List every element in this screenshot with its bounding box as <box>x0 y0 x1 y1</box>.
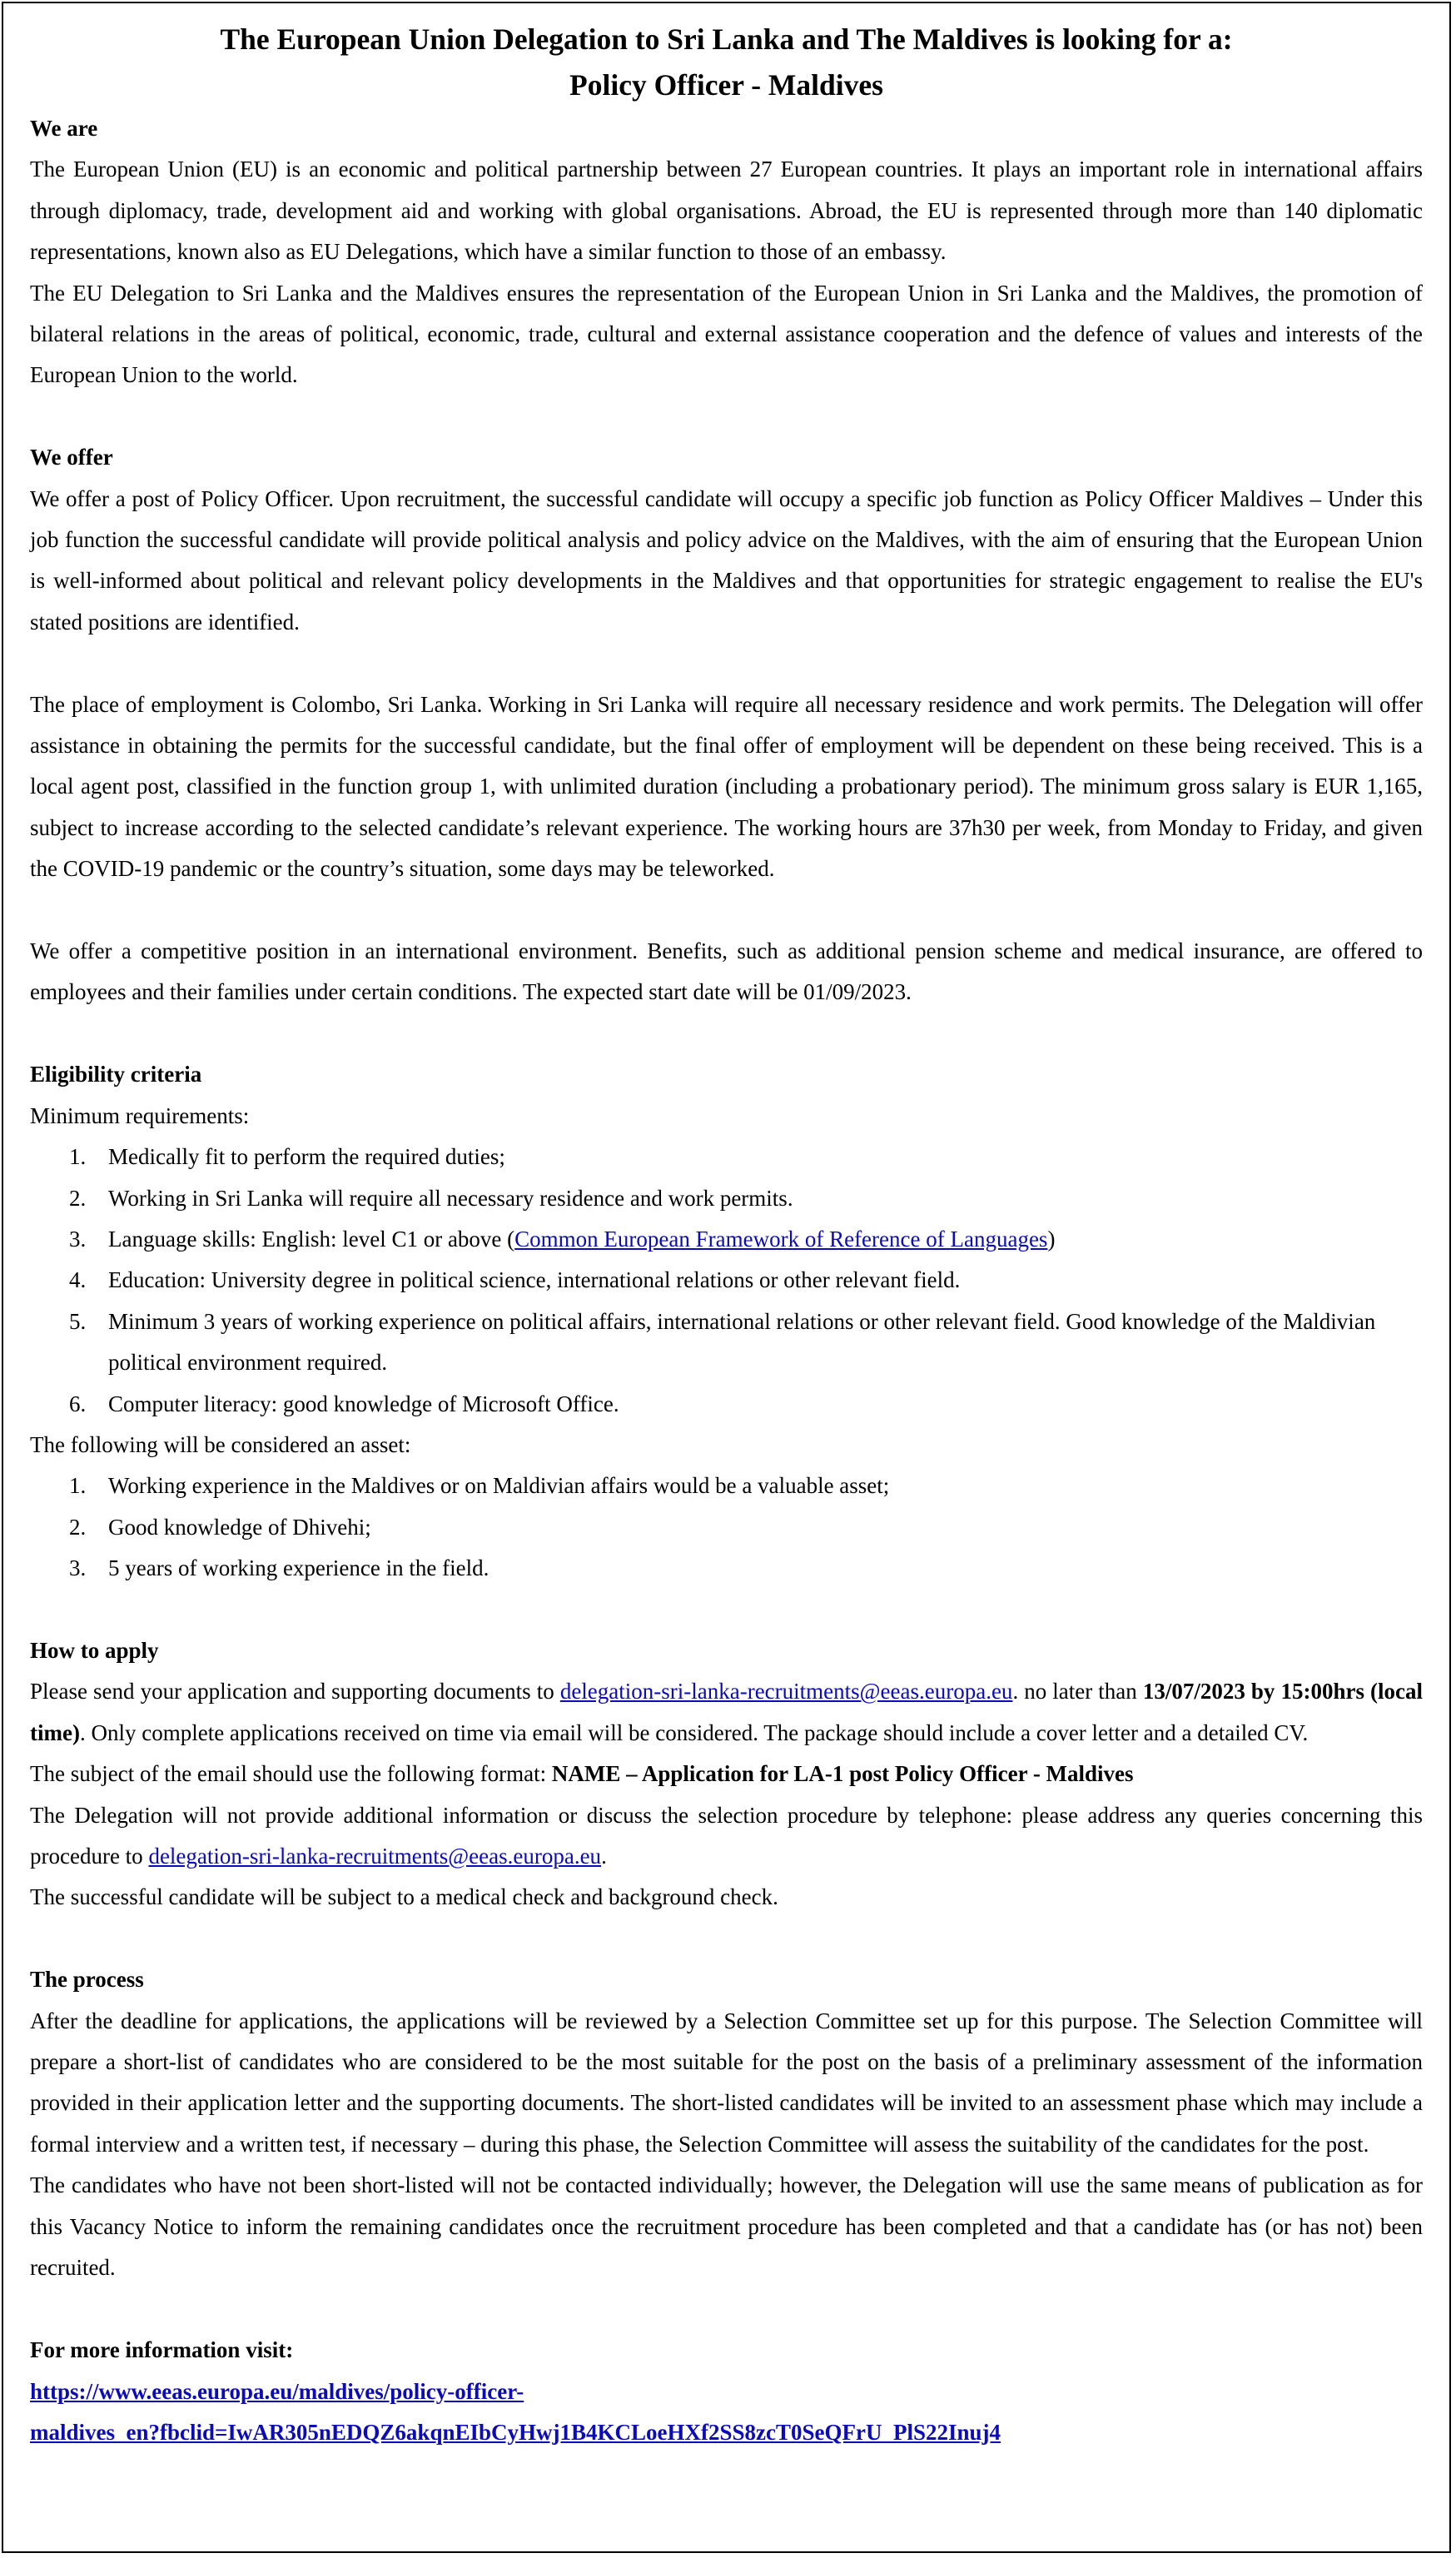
list-number: 4. <box>69 1267 87 1293</box>
page-title: The European Union Delegation to Sri Lanka and The Maldives is looking for a: <box>220 22 1233 56</box>
text: . Only complete applications received on time via email will be considered. The package should include a cover letter and a detailed CV. <box>79 1719 1309 1745</box>
list-item-text: Good knowledge of Dhivehi; <box>108 1514 371 1540</box>
vacancy-notice <box>2 2 1451 2553</box>
email-link[interactable]: delegation-sri-lanka-recruitments@eeas.europa.eu <box>559 1679 1013 1705</box>
we-offer-heading: We offer <box>30 445 113 470</box>
list-item <box>30 1260 1423 1301</box>
how-to-apply-paragraph-2 <box>30 1754 1423 1794</box>
text: The Delegation will not provide additional information or discuss the selection procedure by telephone: please address any queries concerning this procedure to <box>30 1802 1423 1869</box>
list-item-text: Computer literacy: good knowledge of Microsoft Office. <box>108 1391 619 1416</box>
more-info-link-line2[interactable]: maldives_en?fbclid=IwAR305nEDQZ6akqnEIbCyHwj1B4KCLoeHXf2SS8zcT0SeQFrU_PlS22Inuj4 <box>30 2420 1001 2446</box>
email-link-2[interactable]: delegation-sri-lanka-recruitments@eeas.europa.eu <box>148 1843 602 1869</box>
spacer <box>30 890 1423 931</box>
list-item-text: 5 years of working experience in the field. <box>108 1555 489 1581</box>
we-are-paragraph-1: The European Union (EU) is an economic and political partnership between 27 European countries. It plays an important role in international affairs through diplomacy, trade, development aid and working with global organisations. Abroad, the EU is represented through more than 140 diplomatic representations, known also as EU Delegations, which have a similar function to those of an embassy. <box>30 157 1423 265</box>
list-item-text: Minimum 3 years of working experience on political affairs, international relations or other relevant field. Good knowledge of the Maldivian political environment required. <box>108 1308 1376 1376</box>
more-info-url <box>30 2371 1423 2454</box>
spacer <box>30 1590 1423 1630</box>
minimum-requirements-label: Minimum requirements: <box>30 1102 250 1128</box>
text: . no later than <box>1012 1679 1143 1705</box>
list-item <box>30 1219 1423 1260</box>
we-are-paragraph-2: The EU Delegation to Sri Lanka and the Maldives ensures the representation of the European Union in Sri Lanka and the Maldives, the promotion of bilateral relations in the areas of political, economic, trade, cultural and external assistance cooperation and the defence of values and interests of the European Union to the world. <box>30 280 1423 388</box>
eligibility-heading: Eligibility criteria <box>30 1062 202 1087</box>
list-number: 3. <box>69 1226 87 1252</box>
list-number: 2. <box>69 1514 87 1540</box>
list-item-text: Language skills: English: level C1 or above ( <box>108 1226 515 1252</box>
list-item <box>30 1507 1423 1548</box>
list-item <box>30 1178 1423 1219</box>
how-to-apply-paragraph-3 <box>30 1795 1423 1878</box>
process-paragraph-2: The candidates who have not been short-listed will not be contacted individually; however, the Delegation will use the same means of publication as for this Vacancy Notice to inform the remaining candidates once the recruitment procedure has been completed and that a candidate has (or has not) been recruited. <box>30 2172 1423 2281</box>
spacer <box>30 1013 1423 1054</box>
more-info-link-line1[interactable]: https://www.eeas.europa.eu/maldives/policy-officer- <box>30 2378 524 2404</box>
list-number: 1. <box>69 1144 87 1170</box>
list-item <box>30 1301 1423 1384</box>
list-item-text: Working in Sri Lanka will require all necessary residence and work permits. <box>108 1185 793 1211</box>
how-to-apply-heading: How to apply <box>30 1637 159 1663</box>
list-number: 6. <box>69 1391 87 1416</box>
list-number: 1. <box>69 1473 87 1499</box>
deadline: 13/07/2023 by 15:00hrs (local time) <box>30 1679 1423 1745</box>
process-heading: The process <box>30 1967 144 1993</box>
asset-label: The following will be considered an asset: <box>30 1431 411 1457</box>
we-offer-paragraph-1: We offer a post of Policy Officer. Upon recruitment, the successful candidate will occupy a specific job function as Policy Officer Maldives – Under this job function the successful candidate will provide political analysis and policy advice on the Maldives, with the aim of ensuring that the European Union is well-informed about political and relevant policy developments in the Maldives and that opportunities for strategic engagement to realise the EU's stated positions are identified. <box>30 485 1423 635</box>
we-are-heading: We are <box>30 116 98 141</box>
cefr-link[interactable]: Common European Framework of Reference of Languages <box>514 1226 1048 1252</box>
list-item-text-end: ) <box>1047 1226 1056 1252</box>
how-to-apply-paragraph-4: The successful candidate will be subject to a medical check and background check. <box>30 1884 778 1910</box>
list-number: 2. <box>69 1185 87 1211</box>
text: . <box>601 1843 607 1869</box>
spacer <box>30 2288 1423 2330</box>
spacer <box>30 643 1423 684</box>
list-item-text: Education: University degree in political science, international relations or other relevant field. <box>108 1267 961 1293</box>
list-item <box>30 1466 1423 1506</box>
more-info-heading: For more information visit: <box>30 2337 294 2363</box>
asset-list <box>30 1466 1423 1589</box>
text: The subject of the email should use the following format: <box>30 1761 552 1787</box>
text: Please send your application and supporting documents to <box>30 1679 560 1705</box>
job-title: Policy Officer - Maldives <box>569 68 883 102</box>
list-item-text: Working experience in the Maldives or on Maldivian affairs would be a valuable asset; <box>108 1473 890 1499</box>
list-item <box>30 1137 1423 1177</box>
we-offer-paragraph-3: We offer a competitive position in an international environment. Benefits, such as additional pension scheme and medical insurance, are offered to employees and their families under certain conditions. The expected start date will be 01/09/2023. <box>30 938 1423 1005</box>
we-offer-paragraph-2: The place of employment is Colombo, Sri Lanka. Working in Sri Lanka will require all necessary residence and work permits. The Delegation will offer assistance in obtaining the permits for the successful candidate, but the final offer of employment will be dependent on these being received. This is a local agent post, classified in the function group 1, with unlimited duration (including a probationary period). The minimum gross salary is EUR 1,165, subject to increase according to the selected candidate’s relevant experience. The working hours are 37h30 per week, from Monday to Friday, and given the COVID-19 pandemic or the country’s situation, some days may be teleworked. <box>30 691 1423 882</box>
list-item <box>30 1548 1423 1589</box>
list-number: 3. <box>69 1555 87 1581</box>
process-paragraph-1: After the deadline for applications, the applications will be reviewed by a Selection Committee set up for this purpose. The Selection Committee will prepare a short-list of candidates who are considered to be the most suitable for the post on the basis of a preliminary assessment of the information provided in their application letter and the supporting documents. The short-listed candidates will be invited to an assessment phase which may include a formal interview and a written test, if necessary – during this phase, the Selection Committee will assess the suitability of the candidates for the post. <box>30 2008 1423 2157</box>
spacer <box>30 1918 1423 1959</box>
list-item <box>30 1384 1423 1425</box>
how-to-apply-paragraph-1 <box>30 1671 1423 1754</box>
list-item-text: Medically fit to perform the required duties; <box>108 1144 505 1170</box>
list-number: 5. <box>69 1308 87 1334</box>
minimum-requirements-list <box>30 1137 1423 1425</box>
subject-format: NAME – Application for LA-1 post Policy Officer - Maldives <box>551 1761 1134 1787</box>
spacer <box>30 396 1423 437</box>
